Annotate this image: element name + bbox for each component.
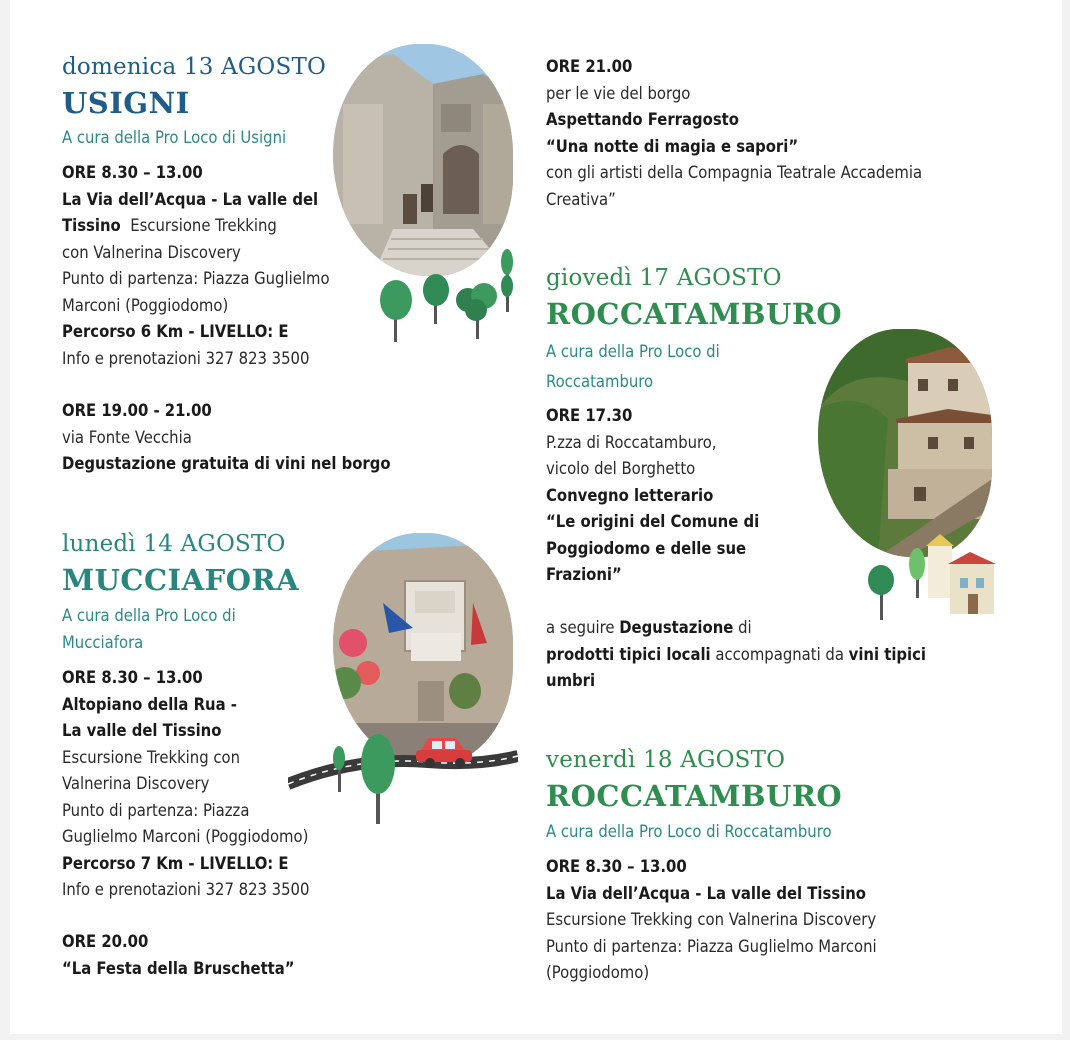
usigni-trekking-block	[62, 160, 330, 372]
degustazione-wines: vini tipici	[848, 644, 927, 664]
mucciafora-date: lunedì 14 AGOSTO	[62, 531, 286, 557]
degustazione-accompanied: accompagnati da	[715, 644, 844, 664]
degustazione-word: Degustazione	[619, 618, 734, 637]
mucciafora-organizer-2: Mucciafora	[62, 633, 144, 652]
mucciafora-trekking-info: Info e prenotazioni 327 823 3500	[62, 880, 310, 899]
usigni-date: domenica 13 AGOSTO	[62, 54, 327, 80]
usigni-trekking-info: Info e prenotazioni 327 823 3500	[62, 348, 310, 368]
mucciafora-road-illustration	[288, 726, 518, 826]
roccatamburo-17-organizer-1: A cura della Pro Loco di	[546, 342, 720, 361]
mucciafora-trekking-block	[62, 665, 309, 904]
usigni-ferragosto-block	[546, 54, 922, 213]
roccatamburo-18-start-2: (Poggiodomo)	[546, 963, 650, 982]
ferragosto-time: ORE 21.00	[546, 57, 633, 76]
usigni-tasting-place: via Fonte Vecchia	[62, 427, 192, 447]
usigni-trekking-start-2: Marconi (Poggiodomo)	[62, 295, 229, 315]
usigni-trekking-title: La Via dell’Acqua - La valle del	[62, 189, 319, 209]
roccatamburo-18-town: ROCCATAMBURO	[546, 779, 843, 813]
usigni-trekking-title-2: Tissino	[62, 216, 121, 235]
roccatamburo-18-start: Punto di partenza: Piazza Guglielmo Marconi	[546, 936, 877, 956]
ferragosto-artists-2: Creativa”	[546, 189, 616, 209]
roccatamburo-convegno-block	[546, 403, 759, 589]
mucciafora-trekking-route: Percorso 7 Km - LIVELLO: E	[62, 853, 289, 873]
mucciafora-town: MUCCIAFORA	[62, 563, 300, 597]
mucciafora-trekking-start: Punto di partenza: Piazza	[62, 800, 250, 820]
mucciafora-trekking-time: ORE 8.30 – 13.00	[62, 668, 203, 687]
roccatamburo-17-town: ROCCATAMBURO	[546, 297, 843, 331]
roccatamburo-17-date: giovedì 17 AGOSTO	[546, 265, 782, 291]
convegno-place-2: vicolo del Borghetto	[546, 459, 696, 478]
usigni-trekking-desc: Escursione Trekking	[130, 216, 277, 235]
degustazione-prefix: a seguire	[546, 618, 615, 637]
convegno-quote-3: Frazioni”	[546, 565, 622, 584]
roccatamburo-18-time: ORE 8.30 – 13.00	[546, 857, 687, 876]
ferragosto-subtitle: “Una notte di magia e sapori”	[546, 136, 799, 156]
degustazione-di: di	[738, 618, 752, 637]
convegno-quote-2: Poggiodomo e delle sue	[546, 538, 747, 558]
mucciafora-trekking-guide: Valnerina Discovery	[62, 774, 210, 793]
roccatamburo-17-organizer	[546, 337, 720, 397]
usigni-tasting-time: ORE 19.00 - 21.00	[62, 401, 212, 420]
usigni-trees-illustration	[376, 244, 526, 344]
roccatamburo-18-organizer: A cura della Pro Loco di Roccatamburo	[546, 822, 832, 841]
usigni-trekking-start: Punto di partenza: Piazza Guglielmo	[62, 269, 330, 288]
usigni-town: USIGNI	[62, 86, 190, 120]
mucciafora-trekking-title-2: La valle del Tissino	[62, 721, 222, 740]
convegno-place: P.zza di Roccatamburo,	[546, 432, 717, 452]
roccatamburo-18-desc: Escursione Trekking con Valnerina Discovery	[546, 910, 877, 929]
mucciafora-trekking-start-2: Guglielmo Marconi (Poggiodomo)	[62, 827, 309, 846]
ferragosto-title: Aspettando Ferragosto	[546, 110, 739, 129]
mucciafora-festa-title: “La Festa della Bruschetta”	[62, 958, 295, 978]
mucciafora-trekking-title: Altopiano della Rua -	[62, 694, 237, 714]
usigni-trekking-guide: con Valnerina Discovery	[62, 242, 241, 262]
convegno-title: Convegno letterario	[546, 485, 714, 505]
degustazione-umbri: umbri	[546, 671, 596, 690]
usigni-trekking-route: Percorso 6 Km - LIVELLO: E	[62, 322, 289, 341]
mucciafora-organizer-1: A cura della Pro Loco di	[62, 606, 236, 625]
ferragosto-place: per le vie del borgo	[546, 83, 691, 103]
usigni-tasting-block	[62, 398, 391, 478]
roccatamburo-18-date: venerdì 18 AGOSTO	[546, 747, 786, 773]
mucciafora-festa-block	[62, 929, 295, 982]
usigni-organizer: A cura della Pro Loco di Usigni	[62, 128, 287, 147]
degustazione-products: prodotti tipici locali	[546, 644, 711, 664]
mucciafora-festa-time: ORE 20.00	[62, 932, 149, 951]
ferragosto-artists: con gli artisti della Compagnia Teatrale Accademia	[546, 163, 923, 182]
convegno-quote-1: “Le origini del Comune di	[546, 512, 760, 531]
roccatamburo-houses-illustration	[862, 528, 998, 624]
mucciafora-trekking-desc: Escursione Trekking con	[62, 747, 241, 767]
roccatamburo-degustazione-block	[546, 615, 926, 695]
usigni-tasting-title: Degustazione gratuita di vini nel borgo	[62, 454, 391, 473]
convegno-time: ORE 17.30	[546, 406, 633, 425]
roccatamburo-18-trekking-block	[546, 854, 877, 987]
roccatamburo-18-title: La Via dell’Acqua - La valle del Tissino	[546, 883, 867, 903]
roccatamburo-17-organizer-2: Roccatamburo	[546, 372, 654, 391]
mucciafora-organizer	[62, 602, 236, 656]
usigni-trekking-time: ORE 8.30 – 13.00	[62, 163, 203, 182]
